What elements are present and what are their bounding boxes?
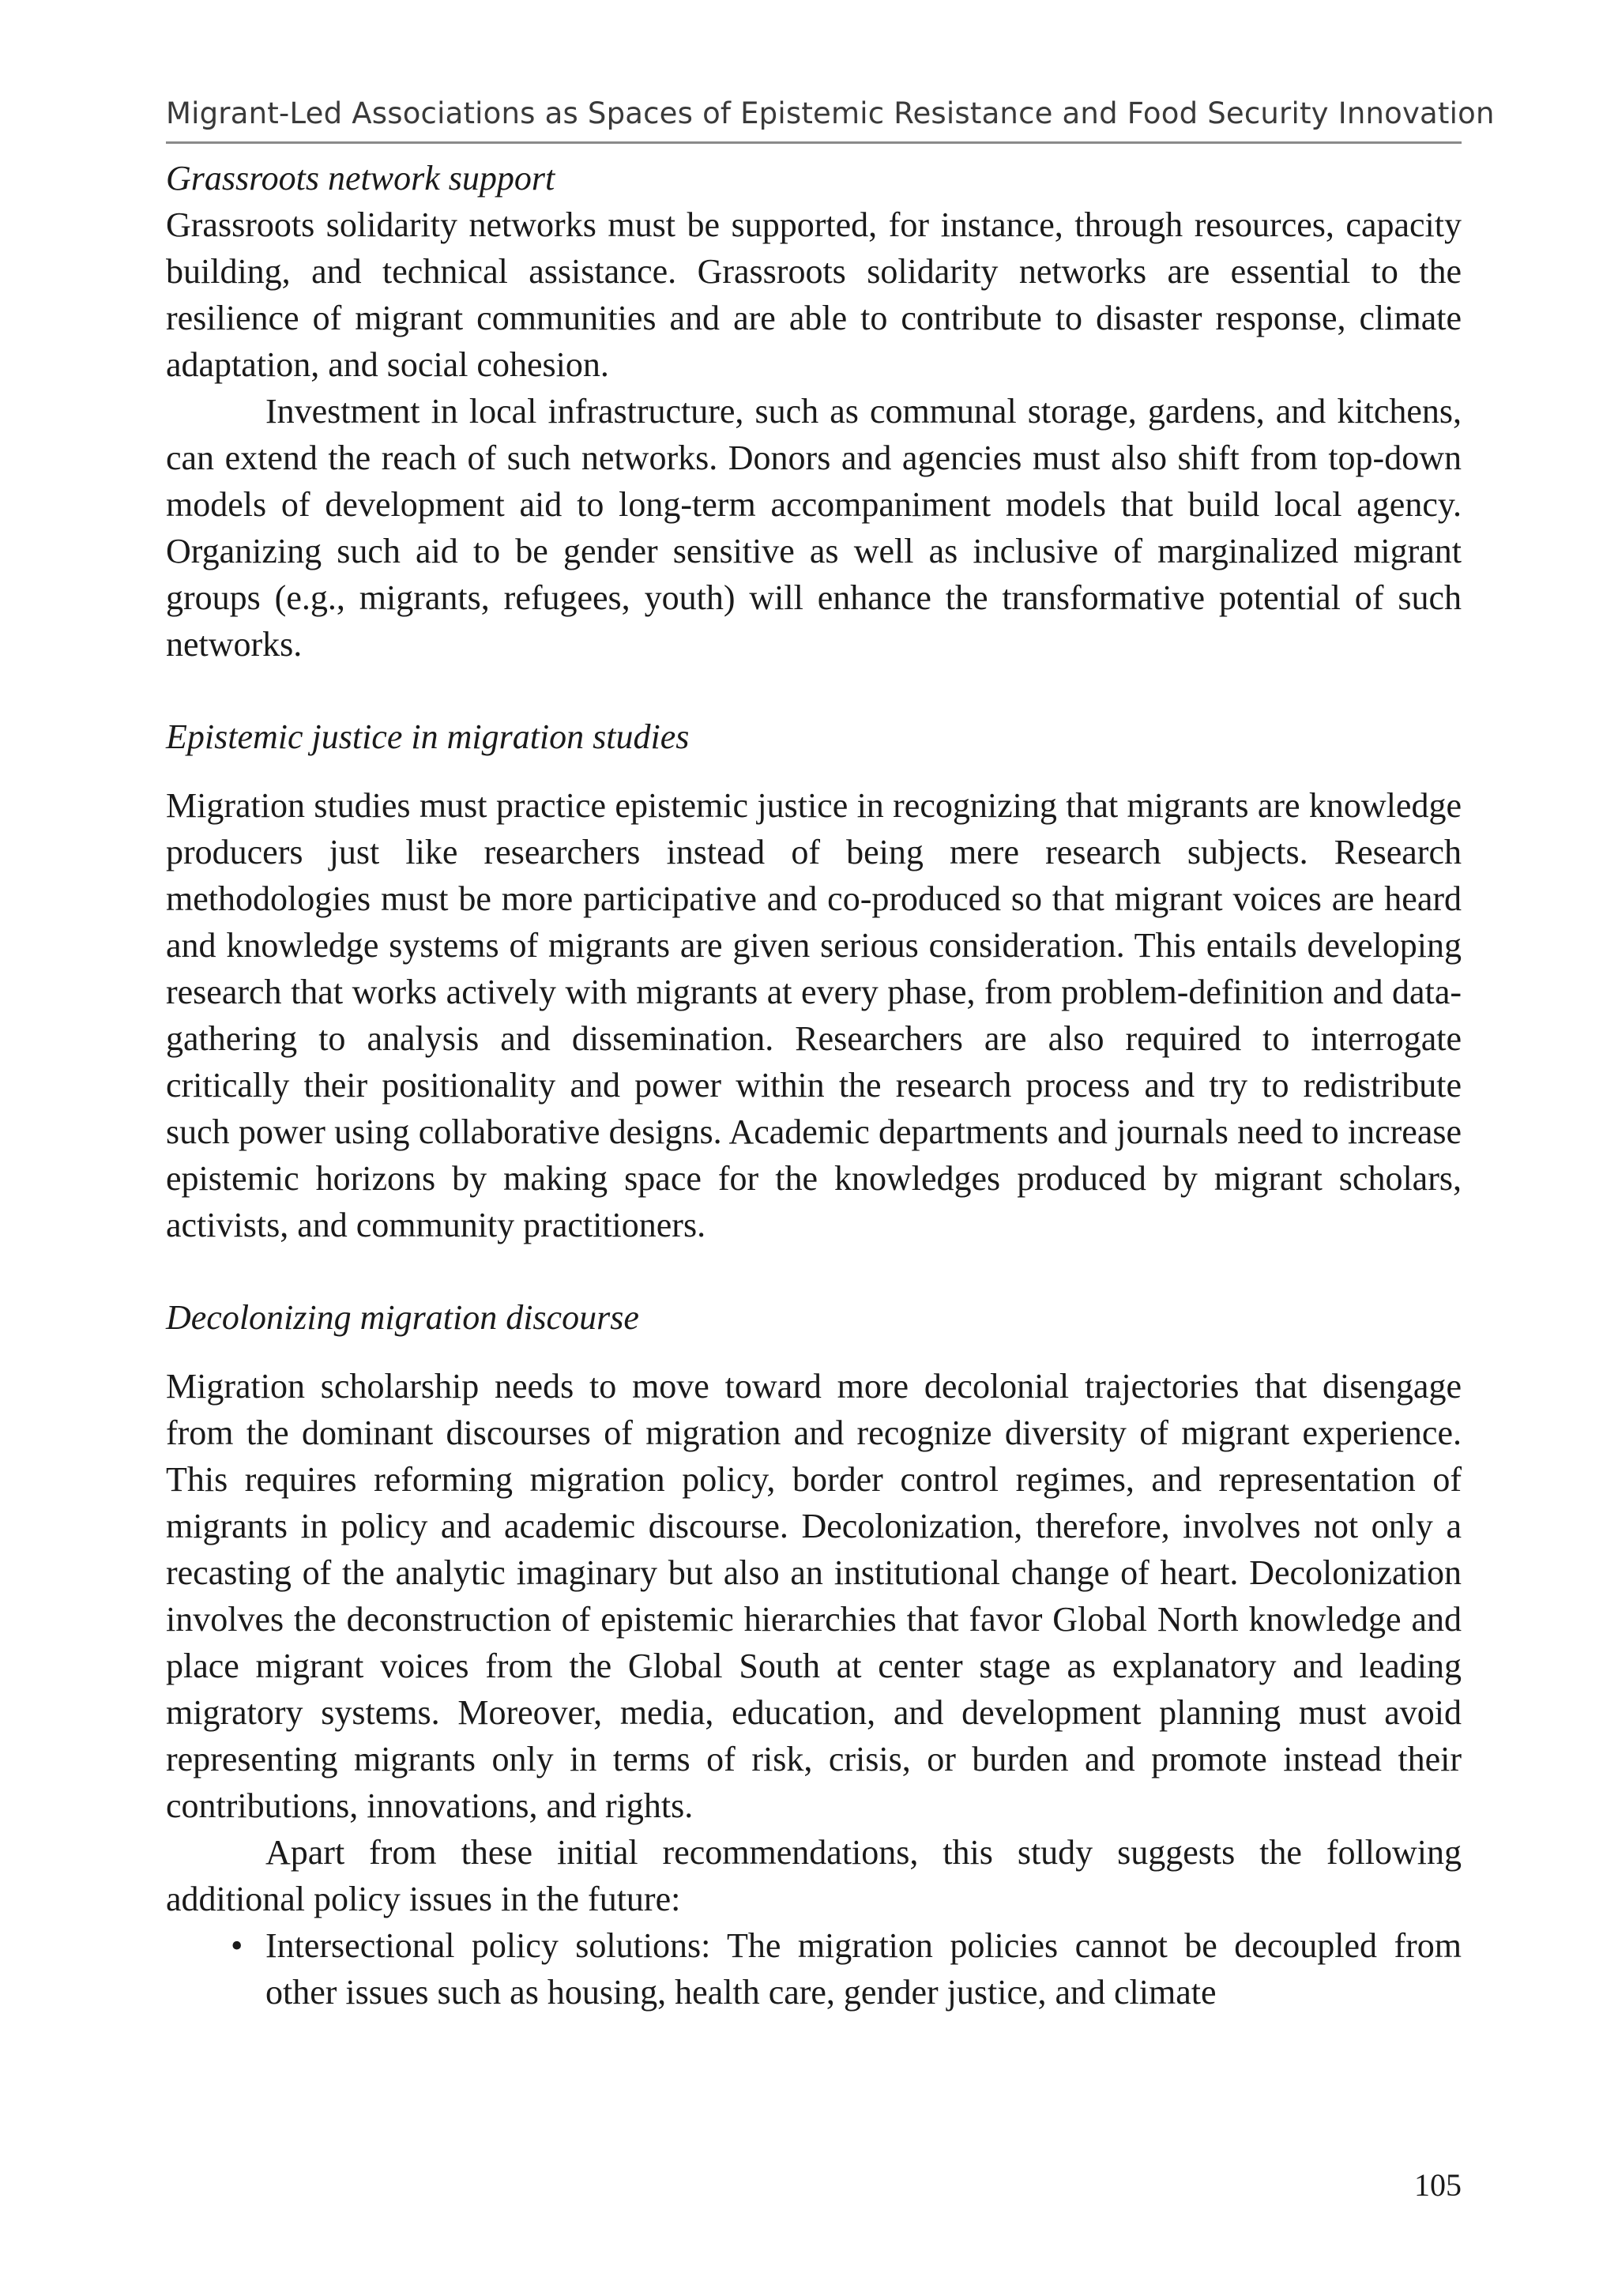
- bullet-icon: •: [231, 1926, 243, 1965]
- body-content: [166, 155, 1462, 2016]
- bullet-item: [231, 1922, 1462, 2016]
- paragraph: Grassroots solidarity networks must be supported, for instance, through resources, capacity building, and technical assistance. Grassroots solidarity networks are essential to the resilience of migrant communities and are able to contribute to disaster response, climate adaptation, and social cohesion.: [166, 205, 1462, 384]
- section-heading-grassroots: Grassroots network support: [166, 159, 555, 198]
- paragraph: Apart from these initial recommendations, this study suggests the following additional policy issues in the future:: [166, 1833, 1462, 1918]
- paragraph: Migration studies must practice epistemic justice in recognizing that migrants are knowledge producers just like researchers instead of being mere research subjects. Research methodologies must be more participative and co-produced so that migrant voices are heard and knowledge systems of migrants are given serious consideration. This entails developing research that works actively with migrants at every phase, from problem-definition and data-gathering to analysis and dissemination. Researchers are also required to interrogate critically their positionality and power within the research process and try to redistribute such power using collaborative designs. Academic departments and journals need to increase epistemic horizons by making space for the knowledges produced by migrant scholars, activists, and community practitioners.: [166, 786, 1462, 1244]
- header-divider: [166, 141, 1462, 144]
- running-header-title: Migrant-Led Associations as Spaces of Epistemic Resistance and Food Security Innovation: [166, 96, 1495, 130]
- section-heading-decolonizing: Decolonizing migration discourse: [166, 1298, 639, 1337]
- bullet-text: Intersectional policy solutions: The migration policies cannot be decoupled from other issues such as housing, health care, gender justice, and climate: [265, 1926, 1462, 2012]
- paragraph: Investment in local infrastructure, such as communal storage, gardens, and kitchens, can extend the reach of such networks. Donors and agencies must also shift from top-down models of development aid to long-term accompaniment models that build local agency. Organizing such aid to be gender sensitive as well as inclusive of marginalized migrant groups (e.g., migrants, refugees, youth) will enhance the transformative potential of such networks.: [166, 392, 1462, 664]
- paragraph: Migration scholarship needs to move toward more decolonial trajectories that disengage from the dominant discourses of migration and recognize diversity of migrant experience. This requires reforming migration policy, border control regimes, and representation of migrants in policy and academic discourse. Decolonization, therefore, involves not only a recasting of the analytic imaginary but also an institutional change of heart. Decolonization involves the deconstruction of epistemic hierarchies that favor Global North knowledge and place migrant voices from the Global South at center stage as explanatory and leading migratory systems. Moreover, media, education, and development planning must avoid representing migrants only in terms of risk, crisis, or burden and promote instead their contributions, innovations, and rights.: [166, 1367, 1462, 1825]
- section-heading-epistemic-justice: Epistemic justice in migration studies: [166, 717, 690, 756]
- page-number: 105: [1414, 2167, 1462, 2203]
